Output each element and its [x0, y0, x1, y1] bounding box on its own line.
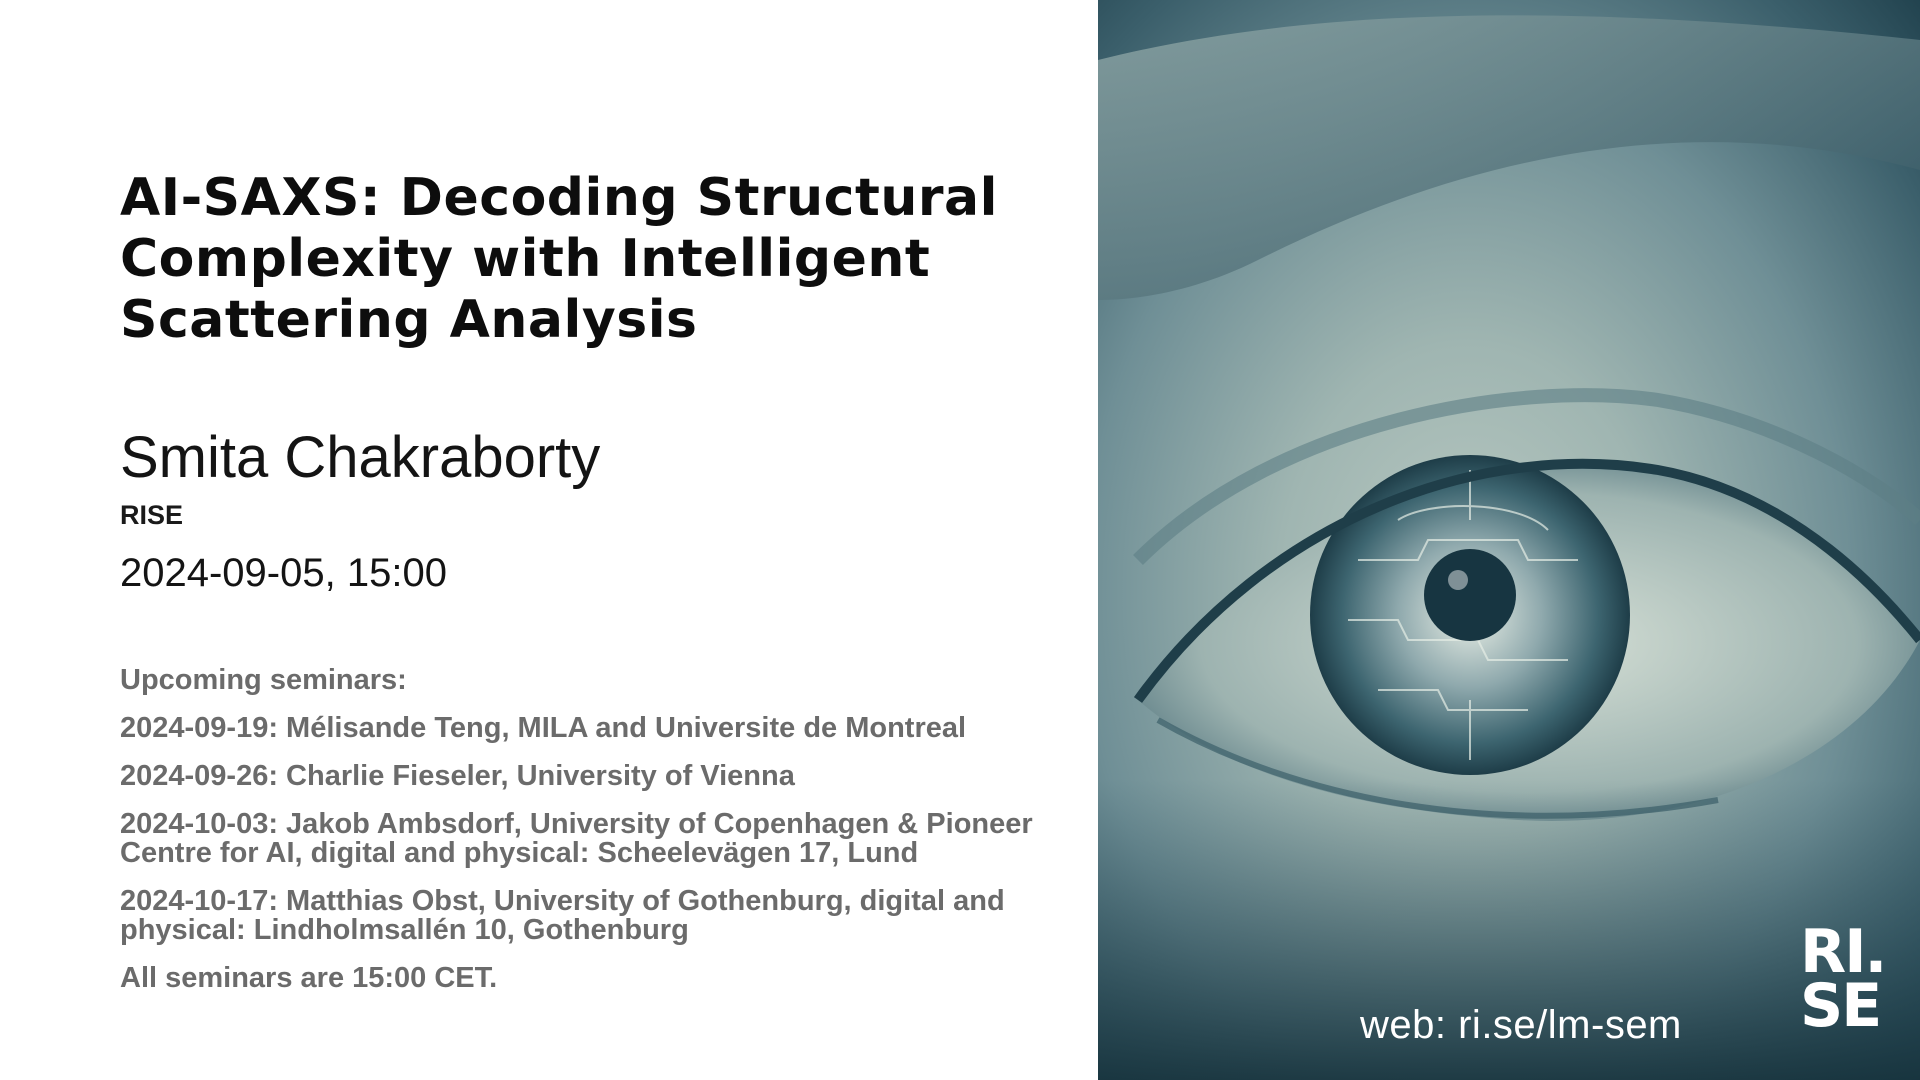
speaker-affiliation: RISE	[120, 500, 184, 530]
upcoming-heading: Upcoming seminars:	[120, 664, 407, 696]
upcoming-item: 2024-09-26: Charlie Fieseler, University of Vienna	[120, 760, 795, 792]
upcoming-item: 2024-09-19: Mélisande Teng, MILA and Universite de Montreal	[120, 712, 967, 744]
eye-illustration	[1098, 0, 1920, 1080]
seminar-datetime: 2024-09-05, 15:00	[120, 551, 447, 595]
logo-line-1: RI.	[1800, 917, 1886, 987]
upcoming-item: 2024-10-17: Matthias Obst, University of Gothenburg, digital and physical: Lindholmsallén 10, Gothenburg	[120, 885, 1005, 946]
seminar-title: AI-SAXS: Decoding Structural Complexity with Intelligent Scattering Analysis	[120, 168, 998, 350]
upcoming-item: 2024-10-03: Jakob Ambsdorf, University of Copenhagen & Pioneer Centre for AI, digital and physical: Scheelevägen 17, Lund	[120, 808, 1033, 869]
seminar-time-note: All seminars are 15:00 CET.	[120, 962, 498, 994]
web-link[interactable]: web: ri.se/lm-sem	[1360, 1003, 1682, 1047]
eye-photo	[1098, 0, 1920, 1080]
upcoming-seminars	[120, 666, 1050, 993]
logo-line-2: SE	[1800, 971, 1881, 1041]
rise-logo	[1800, 917, 1892, 1041]
speaker-name: Smita Chakraborty	[120, 425, 601, 490]
